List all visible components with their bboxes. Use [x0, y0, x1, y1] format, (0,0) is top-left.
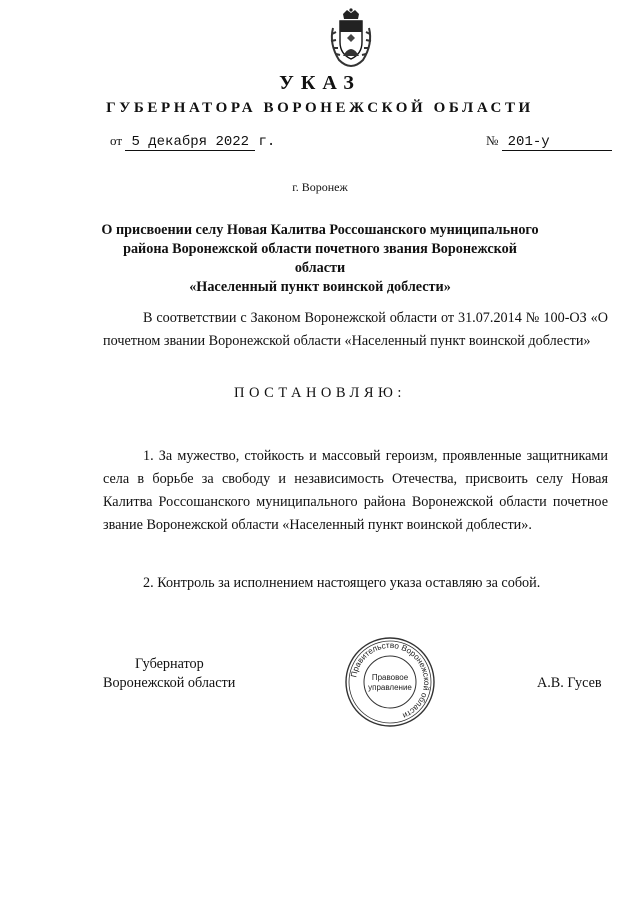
heading-line-1: О присвоении селу Новая Калитва Россошанского муниципального — [101, 222, 539, 238]
official-stamp — [344, 636, 436, 728]
number-field — [502, 133, 612, 151]
item-2-paragraph: 2. Контроль за исполнением настоящего указа оставляю за собой. — [143, 575, 541, 591]
signatory-name: А.В. Гусев — [537, 675, 602, 691]
date-row — [110, 133, 275, 151]
number-row — [486, 133, 612, 151]
date-suffix: г. — [258, 134, 276, 150]
document-subtitle: ГУБЕРНАТОРА ВОРОНЕЖСКОЙ ОБЛАСТИ — [106, 100, 534, 116]
date-prefix: от — [110, 133, 123, 148]
heading-line-3: «Населенный пункт воинской доблести» — [189, 279, 451, 295]
city-label: г. Воронеж — [292, 180, 348, 194]
signature-position-line-1: Губернатор — [135, 656, 204, 672]
stamp-ring-text: Правительство Воронежской области — [349, 640, 432, 721]
number-prefix: № — [486, 133, 499, 148]
stamp-center-line-1: Правовое — [371, 673, 409, 682]
intro-paragraph: В соответствии с Законом Воронежской области от 31.07.2014 № 100-ОЗ «О почетном звании Воронежской области «Населенный пункт воинской доблести» — [103, 310, 608, 349]
decree-word: ПОСТАНОВЛЯЮ: — [234, 385, 406, 401]
heading-line-2: района Воронежской области почетного звания Воронежской области — [123, 241, 517, 276]
document-title: УКАЗ — [279, 72, 361, 94]
stamp-center-line-2: управление — [368, 683, 412, 692]
date-value: 5 декабря 2022 — [131, 134, 250, 150]
coat-of-arms-icon — [325, 8, 377, 70]
item-1-paragraph: 1. За мужество, стойкость и массовый героизм, проявленные защитниками села в борьбе за свободу и независимость Отечества, присвоить селу Новая Калитва Россошанского муниципального района Воронежской области почетное звание Воронежской области «Населенный пункт воинской доблести». — [103, 448, 608, 533]
date-field — [125, 133, 255, 151]
number-value: 201-у — [507, 134, 550, 150]
document-heading — [100, 221, 540, 297]
signature-position-line-2: Воронежской области — [103, 675, 236, 691]
